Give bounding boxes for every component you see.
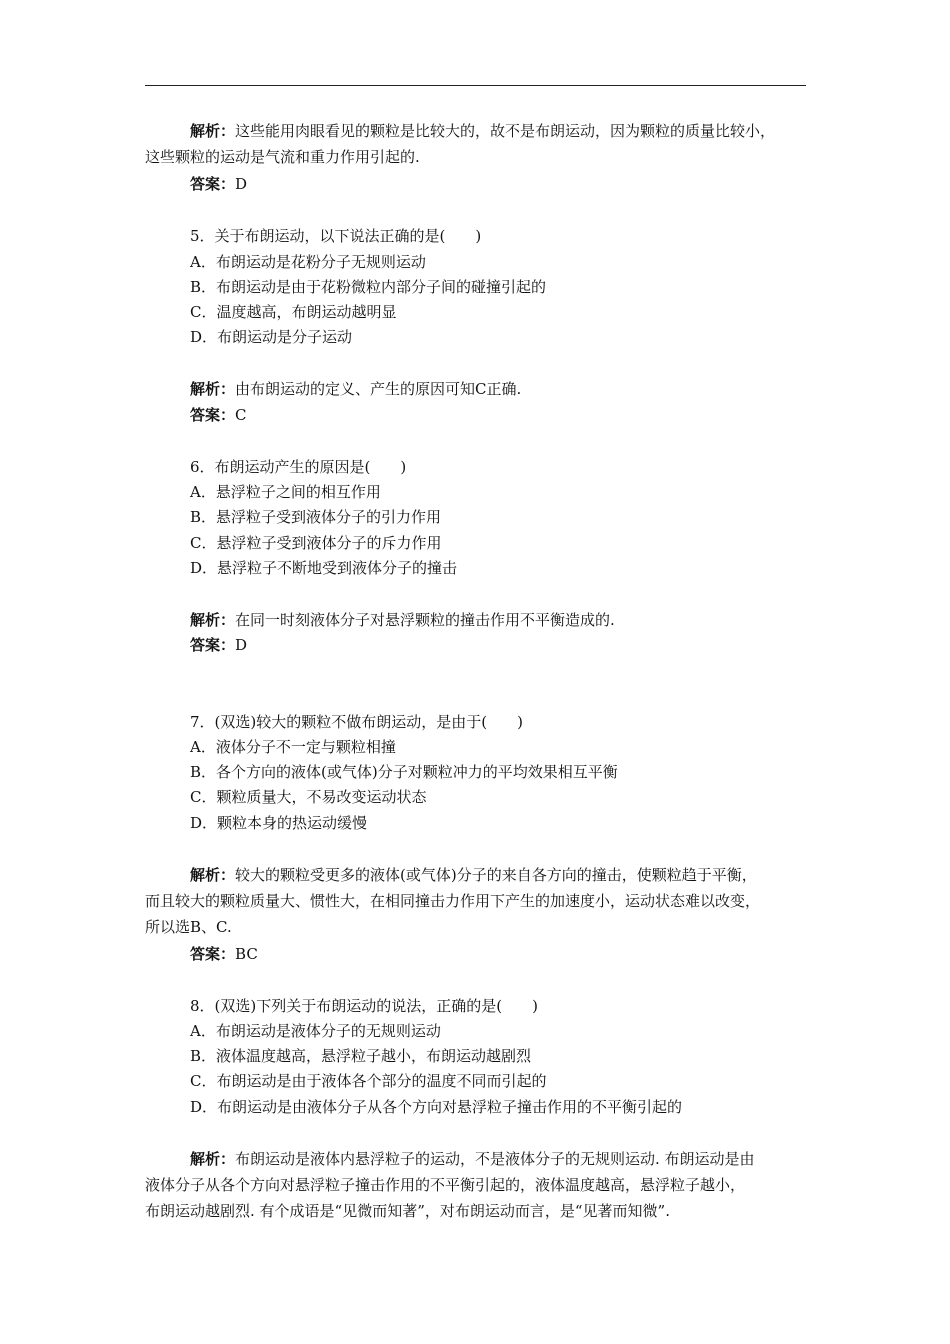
q6-option-a: A．悬浮粒子之间的相互作用: [190, 483, 381, 501]
q7-option-a: A．液体分子不一定与颗粒相撞: [190, 738, 396, 756]
q5-option-c: C．温度越高，布朗运动越明显: [190, 303, 397, 321]
q5-option-d: D．布朗运动是分子运动: [190, 328, 353, 346]
q7-analysis-line-1: 解析：较大的颗粒受更多的液体(或气体)分子的来自各方向的撞击，使颗粒趋于平衡，: [190, 866, 757, 884]
q8-analysis-line-2: 液体分子从各个方向对悬浮粒子撞击作用的不平衡引起的，液体温度越高，悬浮粒子越小，: [145, 1176, 746, 1194]
q6-answer: 答案：D: [190, 636, 248, 654]
q6-stem: 6．布朗运动产生的原因是( ): [190, 458, 407, 476]
q8-analysis-line-1: 解析：布朗运动是液体内悬浮粒子的运动，不是液体分子的无规则运动. 布朗运动是由: [190, 1150, 755, 1168]
q5-analysis: 解析：由布朗运动的定义、产生的原因可知C正确.: [190, 380, 522, 398]
q7-option-b: B．各个方向的液体(或气体)分子对颗粒冲力的平均效果相互平衡: [190, 763, 618, 781]
q7-option-c: C．颗粒质量大，不易改变运动状态: [190, 788, 427, 806]
q6-analysis: 解析：在同一时刻液体分子对悬浮颗粒的撞击作用不平衡造成的.: [190, 611, 615, 629]
q8-option-b: B．液体温度越高，悬浮粒子越小，布朗运动越剧烈: [190, 1047, 532, 1065]
q4-analysis-label: 解析：: [190, 122, 236, 140]
q4-analysis-line-1: 解析：这些能用肉眼看见的颗粒是比较大的，故不是布朗运动，因为颗粒的质量比较小，: [190, 122, 776, 140]
q5-answer: 答案：C: [190, 406, 247, 424]
q7-analysis-line-2: 而且较大的颗粒质量大、惯性大，在相同撞击力作用下产生的加速度小，运动状态难以改变，: [145, 892, 761, 910]
q5-option-a: A．布朗运动是花粉分子无规则运动: [190, 253, 426, 271]
q5-stem: 5．关于布朗运动，以下说法正确的是( ): [190, 227, 482, 245]
q8-option-d: D．布朗运动是由液体分子从各个方向对悬浮粒子撞击作用的不平衡引起的: [190, 1098, 683, 1116]
q8-option-c: C．布朗运动是由于液体各个部分的温度不同而引起的: [190, 1072, 547, 1090]
q5-option-b: B．布朗运动是由于花粉微粒内部分子间的碰撞引起的: [190, 278, 547, 296]
q6-option-b: B．悬浮粒子受到液体分子的引力作用: [190, 508, 442, 526]
q6-option-c: C．悬浮粒子受到液体分子的斥力作用: [190, 534, 442, 552]
q6-option-d: D．悬浮粒子不断地受到液体分子的撞击: [190, 559, 458, 577]
q8-analysis-line-3: 布朗运动越剧烈. 有个成语是“见微而知著”，对布朗运动而言，是“见著而知微”.: [145, 1202, 670, 1220]
q7-option-d: D．颗粒本身的热运动缓慢: [190, 814, 368, 832]
q8-stem: 8．(双选)下列关于布朗运动的说法，正确的是( ): [190, 997, 538, 1015]
q7-analysis-line-3: 所以选B、C.: [145, 918, 232, 936]
q7-answer: 答案：BC: [190, 945, 258, 963]
q8-option-a: A．布朗运动是液体分子的无规则运动: [190, 1022, 441, 1040]
q4-analysis-line-2: 这些颗粒的运动是气流和重力作用引起的.: [145, 148, 420, 166]
q4-answer: 答案：D: [190, 175, 248, 193]
q7-stem: 7．(双选)较大的颗粒不做布朗运动，是由于( ): [190, 713, 523, 731]
header-rule: [145, 85, 806, 86]
